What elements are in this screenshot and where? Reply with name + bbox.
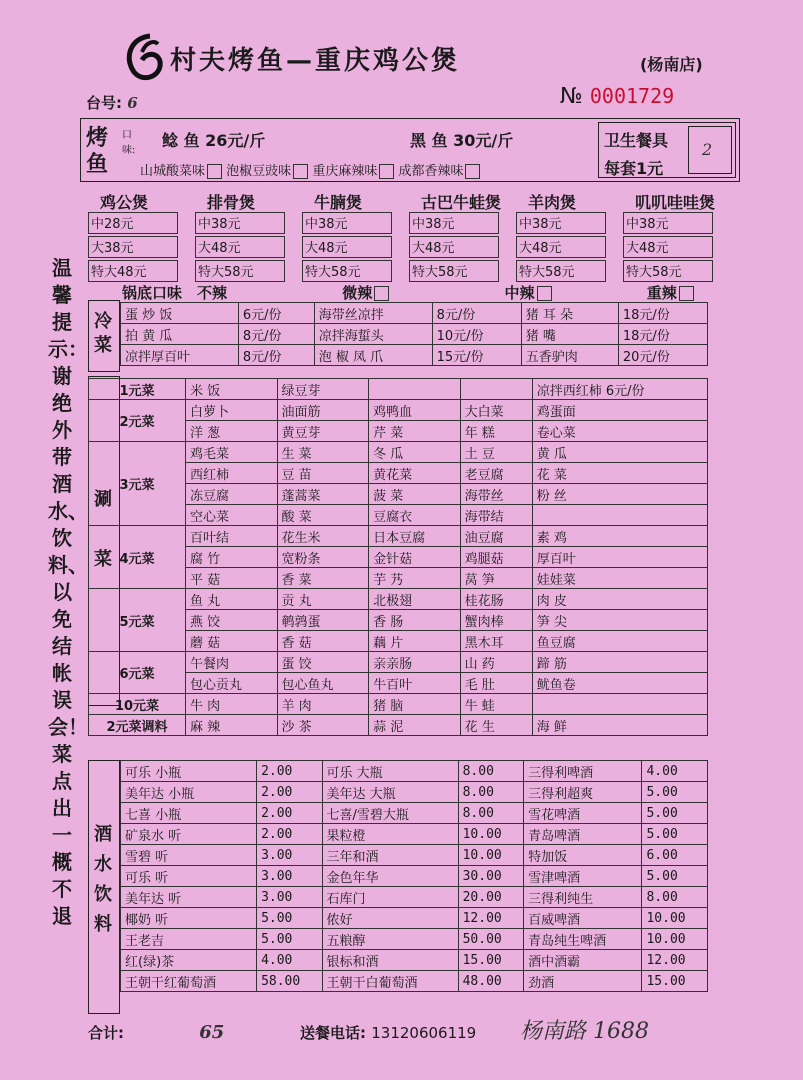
table-row <box>89 442 708 463</box>
drink-cell: 50.00 <box>458 929 523 950</box>
drink-row <box>121 887 708 908</box>
dish-cell: 亲亲肠 <box>369 652 461 673</box>
dish-cell: 生 菜 <box>277 442 369 463</box>
price-tier: 6元菜 <box>89 652 186 694</box>
dish-cell: 芋 艿 <box>369 568 461 589</box>
drink-cell: 雪津啤酒 <box>524 866 642 887</box>
dish-cell: 菠 菜 <box>369 484 461 505</box>
branch-name: (杨南店) <box>640 55 703 74</box>
dish-cell: 宽粉条 <box>277 547 369 568</box>
drink-cell: 20.00 <box>458 887 523 908</box>
drink-cell: 58.00 <box>257 971 322 992</box>
drinks-label: 酒水饮料 <box>94 824 112 935</box>
table-row <box>89 379 708 400</box>
dish-cell: 冻豆腐 <box>186 484 278 505</box>
cold-cell: 20元/份 <box>618 345 707 366</box>
drink-cell: 8.00 <box>642 887 708 908</box>
dish-cell: 鹌鹑蛋 <box>277 610 369 631</box>
dish-cell: 香 菇 <box>277 631 369 652</box>
dish-cell: 鸡腿菇 <box>460 547 532 568</box>
drink-cell: 三得利超爽 <box>524 782 642 803</box>
dish-cell: 牛 蛙 <box>460 694 532 715</box>
dish-cell: 燕 饺 <box>186 610 278 631</box>
cold-cell: 凉拌海蜇头 <box>314 324 432 345</box>
dish-cell: 山 药 <box>460 652 532 673</box>
dish-cell: 豆腐衣 <box>369 505 461 526</box>
drink-cell: 8.00 <box>458 803 523 824</box>
dish-cell: 百叶结 <box>186 526 278 547</box>
table-row <box>89 526 708 547</box>
pot-size: 中38元 <box>516 212 606 234</box>
taste-label: 口味: <box>122 130 136 156</box>
pot-size: 大48元 <box>195 236 285 258</box>
cold-cell: 18元/份 <box>618 324 707 345</box>
drink-cell: 15.00 <box>642 971 708 992</box>
fish-1: 鲶 鱼 26元/斤 <box>162 131 266 150</box>
drink-cell: 30.00 <box>458 866 523 887</box>
dish-cell: 年 糕 <box>460 421 532 442</box>
spice-row: 锅底口味 不辣 微辣 中辣 重辣 <box>122 282 694 303</box>
pot-size: 中38元 <box>623 212 713 234</box>
drink-cell: 10.00 <box>642 908 708 929</box>
drink-row <box>121 761 708 782</box>
dish-cell: 素 鸡 <box>532 526 707 547</box>
cold-cell: 6元/份 <box>238 303 314 324</box>
pot-size: 中38元 <box>302 212 392 234</box>
drink-cell: 3.00 <box>257 845 322 866</box>
cold-cell: 蛋 炒 饭 <box>121 303 239 324</box>
dish-cell: 海 鲜 <box>532 715 707 736</box>
cold-row <box>121 303 708 324</box>
shuan-label: 涮菜 <box>94 489 112 570</box>
checkbox <box>379 164 394 179</box>
drink-cell: 15.00 <box>458 950 523 971</box>
drink-cell: 酒中酒霸 <box>524 950 642 971</box>
cold-cell: 五香驴肉 <box>521 345 618 366</box>
flavor-options: 山城酸菜味 泡椒豆豉味 重庆麻辣味 成都香辣味 <box>140 160 480 179</box>
table-row <box>89 694 708 715</box>
pot-name: 排骨煲 <box>207 193 256 212</box>
drink-cell: 红(绿)茶 <box>121 950 257 971</box>
reminder-note: 温馨提示：谢绝外带酒水、饮料、以免结帐误会！菜点出一概不退 <box>48 256 88 928</box>
drinks-table <box>120 760 708 992</box>
drink-cell: 雪碧 听 <box>121 845 257 866</box>
table-row <box>89 589 708 610</box>
cold-cell: 8元/份 <box>238 345 314 366</box>
dish-cell: 粉 丝 <box>532 484 707 505</box>
dish-cell: 土 豆 <box>460 442 532 463</box>
dish-cell: 肉 皮 <box>532 589 707 610</box>
pot-size: 特大58元 <box>516 260 606 282</box>
dish-cell: 米 饭 <box>186 379 278 400</box>
logo-icon <box>120 32 164 84</box>
drink-cell: 5.00 <box>642 782 708 803</box>
pot-size: 中28元 <box>88 212 178 234</box>
dish-cell: 绿豆芽 <box>277 379 369 400</box>
dish-cell: 午餐肉 <box>186 652 278 673</box>
dish-cell: 蹄 筋 <box>532 652 707 673</box>
dish-cell: 笋 尖 <box>532 610 707 631</box>
drink-cell: 特加饭 <box>524 845 642 866</box>
drink-cell: 青岛啤酒 <box>524 824 642 845</box>
dish-cell <box>532 694 707 715</box>
dish-cell: 北极翅 <box>369 589 461 610</box>
dish-cell <box>532 505 707 526</box>
pot-size: 中38元 <box>409 212 499 234</box>
drink-cell: 王朝干白葡萄酒 <box>322 971 458 992</box>
dish-cell: 黑木耳 <box>460 631 532 652</box>
drink-cell: 5.00 <box>642 824 708 845</box>
price-tier: 1元菜 <box>89 379 186 400</box>
drink-cell: 6.00 <box>642 845 708 866</box>
cold-cell: 猪 耳 朵 <box>521 303 618 324</box>
delivery-phone: 送餐电话: 13120606119 <box>300 1024 477 1042</box>
pot-size: 特大58元 <box>623 260 713 282</box>
dish-cell: 黄豆芽 <box>277 421 369 442</box>
drink-cell: 5.00 <box>257 908 322 929</box>
dish-cell: 蓬蒿菜 <box>277 484 369 505</box>
restaurant-title: 村夫烤鱼—重庆鸡公煲 <box>170 46 461 76</box>
cold-cell: 8元/份 <box>238 324 314 345</box>
drink-row <box>121 824 708 845</box>
tableware-label: 卫生餐具 <box>604 131 669 150</box>
drink-cell: 3.00 <box>257 866 322 887</box>
tableware-qty: 2 <box>702 140 713 159</box>
drink-cell: 3.00 <box>257 887 322 908</box>
drink-cell: 王老吉 <box>121 929 257 950</box>
dish-cell: 洋 葱 <box>186 421 278 442</box>
drink-row <box>121 782 708 803</box>
dish-cell: 羊 肉 <box>277 694 369 715</box>
dish-cell: 鱼 丸 <box>186 589 278 610</box>
table-row <box>89 715 708 736</box>
table-row <box>89 400 708 421</box>
cold-label: 冷菜 <box>94 311 112 356</box>
dish-cell: 金针菇 <box>369 547 461 568</box>
drink-cell: 8.00 <box>458 761 523 782</box>
drink-row <box>121 845 708 866</box>
pot-size: 大38元 <box>88 236 178 258</box>
dish-cell <box>460 379 532 400</box>
drink-cell: 雪花啤酒 <box>524 803 642 824</box>
dish-cell: 花 菜 <box>532 463 707 484</box>
dish-cell: 黄花菜 <box>369 463 461 484</box>
drink-row <box>121 929 708 950</box>
drink-cell: 青岛纯生啤酒 <box>524 929 642 950</box>
pot-name: 古巴牛蛙煲 <box>421 193 502 212</box>
drink-cell: 劲酒 <box>524 971 642 992</box>
fish-2: 黑 鱼 30元/斤 <box>410 131 514 150</box>
price-tier: 5元菜 <box>89 589 186 652</box>
cold-cell: 泡 椒 凤 爪 <box>314 345 432 366</box>
cold-cell: 18元/份 <box>618 303 707 324</box>
table-row <box>89 652 708 673</box>
drink-cell: 三得利啤酒 <box>524 761 642 782</box>
drink-row <box>121 971 708 992</box>
drink-cell: 七喜/雪碧大瓶 <box>322 803 458 824</box>
price-tier: 2元菜调料 <box>89 715 186 736</box>
drink-row <box>121 950 708 971</box>
dish-cell: 麻 辣 <box>186 715 278 736</box>
pot-name: 羊肉煲 <box>528 193 577 212</box>
dish-cell: 毛 肚 <box>460 673 532 694</box>
dish-cell: 香 肠 <box>369 610 461 631</box>
checkbox <box>293 164 308 179</box>
dish-cell: 花 生 <box>460 715 532 736</box>
cold-row <box>121 324 708 345</box>
checkbox <box>207 164 222 179</box>
dish-cell: 莴 笋 <box>460 568 532 589</box>
fish-label: 烤鱼 <box>86 126 109 177</box>
drink-cell: 可乐 大瓶 <box>322 761 458 782</box>
drink-cell: 三得利纯生 <box>524 887 642 908</box>
drink-cell: 侬好 <box>322 908 458 929</box>
serial-number: № 0001729 <box>560 84 675 109</box>
pot-size: 大48元 <box>409 236 499 258</box>
tableware-price: 每套1元 <box>604 159 664 178</box>
pot-size: 特大58元 <box>302 260 392 282</box>
drink-cell: 2.00 <box>257 803 322 824</box>
dish-cell: 油豆腐 <box>460 526 532 547</box>
dish-cell: 包心鱼丸 <box>277 673 369 694</box>
drink-cell: 果粒橙 <box>322 824 458 845</box>
cold-cell: 猪 嘴 <box>521 324 618 345</box>
pot-name: 牛腩煲 <box>314 193 363 212</box>
drink-cell: 2.00 <box>257 761 322 782</box>
dish-cell: 腐 竹 <box>186 547 278 568</box>
dish-cell: 包心贡丸 <box>186 673 278 694</box>
dish-cell: 海带结 <box>460 505 532 526</box>
pot-size: 特大58元 <box>409 260 499 282</box>
drink-cell: 10.00 <box>642 929 708 950</box>
cold-cell: 凉拌厚百叶 <box>121 345 239 366</box>
drink-cell: 美年达 大瓶 <box>322 782 458 803</box>
cold-cell: 8元/份 <box>432 303 521 324</box>
dish-cell: 老豆腐 <box>460 463 532 484</box>
dish-cell: 蟹肉棒 <box>460 610 532 631</box>
dish-cell: 沙 茶 <box>277 715 369 736</box>
drink-cell: 可乐 听 <box>121 866 257 887</box>
drink-cell: 5.00 <box>642 803 708 824</box>
dish-cell: 黄 瓜 <box>532 442 707 463</box>
checkbox <box>465 164 480 179</box>
drink-cell: 美年达 小瓶 <box>121 782 257 803</box>
dish-cell: 冬 瓜 <box>369 442 461 463</box>
dish-cell: 蒜 泥 <box>369 715 461 736</box>
price-tier: 4元菜 <box>89 526 186 589</box>
drink-cell: 5.00 <box>257 929 322 950</box>
dish-cell: 卷心菜 <box>532 421 707 442</box>
dish-cell: 鱼豆腐 <box>532 631 707 652</box>
cold-cell: 10元/份 <box>432 324 521 345</box>
pot-size: 特大58元 <box>195 260 285 282</box>
drink-cell: 金色年华 <box>322 866 458 887</box>
dish-cell: 凉拌西红柿 6元/份 <box>532 379 707 400</box>
drink-cell: 七喜 小瓶 <box>121 803 257 824</box>
dish-cell: 大白菜 <box>460 400 532 421</box>
dish-cell: 平 菇 <box>186 568 278 589</box>
cold-cell: 海带丝凉拌 <box>314 303 432 324</box>
drink-cell: 4.00 <box>642 761 708 782</box>
dish-cell: 桂花肠 <box>460 589 532 610</box>
drink-cell: 石库门 <box>322 887 458 908</box>
dish-cell: 蛋 饺 <box>277 652 369 673</box>
drink-cell: 8.00 <box>458 782 523 803</box>
dish-cell: 西红柿 <box>186 463 278 484</box>
drink-cell: 10.00 <box>458 845 523 866</box>
drink-cell: 五粮醇 <box>322 929 458 950</box>
pot-size: 大48元 <box>623 236 713 258</box>
drink-cell: 可乐 小瓶 <box>121 761 257 782</box>
dish-cell: 芹 菜 <box>369 421 461 442</box>
drink-cell: 三年和酒 <box>322 845 458 866</box>
price-tier: 3元菜 <box>89 442 186 526</box>
dish-cell: 猪 脑 <box>369 694 461 715</box>
dish-cell: 白萝卜 <box>186 400 278 421</box>
handwritten-address: 杨南路 1688 <box>520 1019 649 1044</box>
shuan-table <box>88 378 708 736</box>
drink-cell: 4.00 <box>257 950 322 971</box>
dish-cell: 海带丝 <box>460 484 532 505</box>
total: 合计: 65 <box>88 1022 225 1043</box>
dish-cell: 豆 苗 <box>277 463 369 484</box>
drink-row <box>121 803 708 824</box>
dish-cell: 鱿鱼卷 <box>532 673 707 694</box>
dish-cell: 空心菜 <box>186 505 278 526</box>
pot-name: 叽叽哇哇煲 <box>635 193 716 212</box>
price-tier: 2元菜 <box>89 400 186 442</box>
dish-cell: 日本豆腐 <box>369 526 461 547</box>
dish-cell: 鸡蛋面 <box>532 400 707 421</box>
dish-cell: 牛百叶 <box>369 673 461 694</box>
pot-size: 特大48元 <box>88 260 178 282</box>
drink-cell: 5.00 <box>642 866 708 887</box>
dish-cell: 牛 肉 <box>186 694 278 715</box>
dish-cell: 鸡鸭血 <box>369 400 461 421</box>
pot-size: 大48元 <box>516 236 606 258</box>
drink-cell: 椰奶 听 <box>121 908 257 929</box>
dish-cell: 藕 片 <box>369 631 461 652</box>
dish-cell: 鸡毛菜 <box>186 442 278 463</box>
drink-cell: 2.00 <box>257 782 322 803</box>
dish-cell: 香 菜 <box>277 568 369 589</box>
dish-cell: 贡 丸 <box>277 589 369 610</box>
drink-row <box>121 908 708 929</box>
drink-cell: 12.00 <box>458 908 523 929</box>
drink-cell: 矿泉水 听 <box>121 824 257 845</box>
dish-cell: 油面筋 <box>277 400 369 421</box>
drink-cell: 王朝干红葡萄酒 <box>121 971 257 992</box>
dish-cell: 蘑 菇 <box>186 631 278 652</box>
pot-size: 大48元 <box>302 236 392 258</box>
cold-table <box>120 302 708 366</box>
drink-cell: 10.00 <box>458 824 523 845</box>
pot-size: 中38元 <box>195 212 285 234</box>
drink-cell: 美年达 听 <box>121 887 257 908</box>
drink-cell: 48.00 <box>458 971 523 992</box>
dish-cell: 娃娃菜 <box>532 568 707 589</box>
dish-cell <box>369 379 461 400</box>
drink-cell: 银标和酒 <box>322 950 458 971</box>
cold-cell: 15元/份 <box>432 345 521 366</box>
dish-cell: 花生米 <box>277 526 369 547</box>
drink-cell: 2.00 <box>257 824 322 845</box>
cold-row <box>121 345 708 366</box>
dish-cell: 厚百叶 <box>532 547 707 568</box>
drink-cell: 12.00 <box>642 950 708 971</box>
pot-name: 鸡公煲 <box>100 193 149 212</box>
drink-cell: 百威啤酒 <box>524 908 642 929</box>
table-number: 台号: 6 <box>86 94 138 112</box>
dish-cell: 酸 菜 <box>277 505 369 526</box>
cold-cell: 拍 黄 瓜 <box>121 324 239 345</box>
price-tier: 10元菜 <box>89 694 186 715</box>
drink-row <box>121 866 708 887</box>
